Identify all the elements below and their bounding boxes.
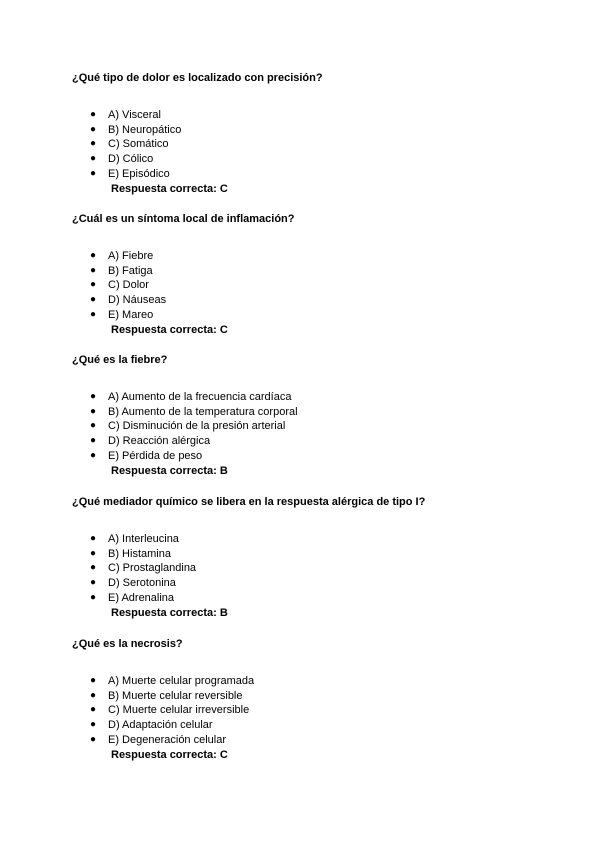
option-item (72, 108, 572, 123)
bullet-icon: ● (90, 308, 97, 320)
option-text: D) Adaptación celular (108, 719, 213, 732)
options-list (72, 390, 572, 464)
option-item (72, 576, 572, 591)
bullet-icon: ● (90, 420, 97, 432)
option-item (72, 703, 572, 718)
bullet-icon: ● (90, 294, 97, 306)
option-text: C) Muerte celular irreversible (108, 704, 250, 717)
option-text: D) Serotonina (108, 577, 176, 590)
bullet-icon: ● (90, 562, 97, 574)
bullet-icon: ● (90, 264, 97, 276)
option-text: E) Adrenalina (108, 591, 175, 604)
option-text: E) Degeneración celular (108, 733, 227, 746)
options-list (72, 249, 572, 323)
option-text: C) Dolor (108, 279, 149, 292)
question-block-5 (72, 638, 572, 762)
option-item (72, 405, 572, 420)
option-text: A) Interleucina (108, 533, 179, 545)
options-list (72, 108, 572, 182)
bullet-icon: ● (90, 153, 97, 165)
option-text: C) Prostaglandina (108, 562, 197, 575)
correct-answer: Respuesta correcta: B (111, 464, 228, 477)
question-text: ¿Qué es la necrosis? (72, 638, 183, 650)
bullet-icon: ● (90, 733, 97, 745)
bullet-icon: ● (90, 547, 97, 559)
bullet-icon: ● (90, 109, 97, 120)
option-item (72, 689, 572, 704)
bullet-icon: ● (90, 167, 97, 179)
question-block-4 (72, 496, 572, 620)
options-list (72, 532, 572, 606)
option-item (72, 249, 572, 264)
bullet-icon: ● (90, 704, 97, 716)
option-item (72, 733, 572, 748)
question-text: ¿Qué tipo de dolor es localizado con precisión? (72, 72, 323, 84)
bullet-icon: ● (90, 391, 97, 402)
question-block-2 (72, 213, 572, 337)
bullet-icon: ● (90, 689, 97, 701)
option-text: D) Náuseas (108, 294, 167, 307)
option-item (72, 278, 572, 293)
option-text: E) Pérdida de peso (108, 449, 203, 462)
option-item (72, 449, 572, 464)
option-item (72, 547, 572, 562)
correct-answer: Respuesta correcta: C (111, 182, 228, 195)
correct-answer: Respuesta correcta: B (111, 606, 228, 619)
option-text: D) Cólico (108, 153, 154, 166)
correct-answer: Respuesta correcta: C (111, 748, 228, 761)
option-item (72, 264, 572, 279)
option-text: B) Histamina (108, 547, 171, 560)
option-item (72, 434, 572, 449)
question-block-1 (72, 72, 572, 196)
option-text: A) Visceral (108, 109, 161, 121)
option-text: B) Aumento de la temperatura corporal (108, 405, 298, 418)
bullet-icon: ● (90, 591, 97, 603)
option-text: B) Fatiga (108, 264, 153, 277)
bullet-icon: ● (90, 138, 97, 150)
option-item (72, 419, 572, 434)
option-text: B) Muerte celular reversible (108, 689, 243, 702)
bullet-icon: ● (90, 577, 97, 589)
bullet-icon: ● (90, 449, 97, 461)
option-text: E) Episódico (108, 167, 170, 180)
option-text: A) Muerte celular programada (108, 675, 255, 687)
question-block-3 (72, 354, 572, 478)
option-item (72, 532, 572, 547)
bullet-icon: ● (90, 533, 97, 544)
correct-answer: Respuesta correcta: C (111, 323, 228, 336)
question-text: ¿Qué es la fiebre? (72, 354, 168, 366)
option-text: D) Reacción alérgica (108, 435, 211, 448)
option-item (72, 674, 572, 689)
bullet-icon: ● (90, 719, 97, 731)
option-item (72, 591, 572, 606)
bullet-icon: ● (90, 405, 97, 417)
question-text: ¿Qué mediador químico se libera en la respuesta alérgica de tipo I? (72, 496, 426, 508)
option-item (72, 561, 572, 576)
bullet-icon: ● (90, 675, 97, 686)
question-text: ¿Cuál es un síntoma local de inflamación? (72, 213, 295, 225)
option-text: A) Fiebre (108, 250, 154, 262)
option-item (72, 718, 572, 733)
option-item (72, 293, 572, 308)
option-text: C) Disminución de la presión arterial (108, 420, 286, 433)
option-item (72, 123, 572, 138)
option-text: B) Neuropático (108, 123, 182, 136)
bullet-icon: ● (90, 435, 97, 447)
option-item (72, 152, 572, 167)
options-list (72, 674, 572, 748)
option-item (72, 308, 572, 323)
option-item (72, 167, 572, 182)
bullet-icon: ● (90, 123, 97, 135)
option-text: A) Aumento de la frecuencia cardíaca (108, 391, 292, 403)
option-item (72, 390, 572, 405)
option-text: E) Mareo (108, 308, 154, 321)
option-text: C) Somático (108, 138, 169, 151)
bullet-icon: ● (90, 250, 97, 261)
bullet-icon: ● (90, 279, 97, 291)
option-item (72, 137, 572, 152)
